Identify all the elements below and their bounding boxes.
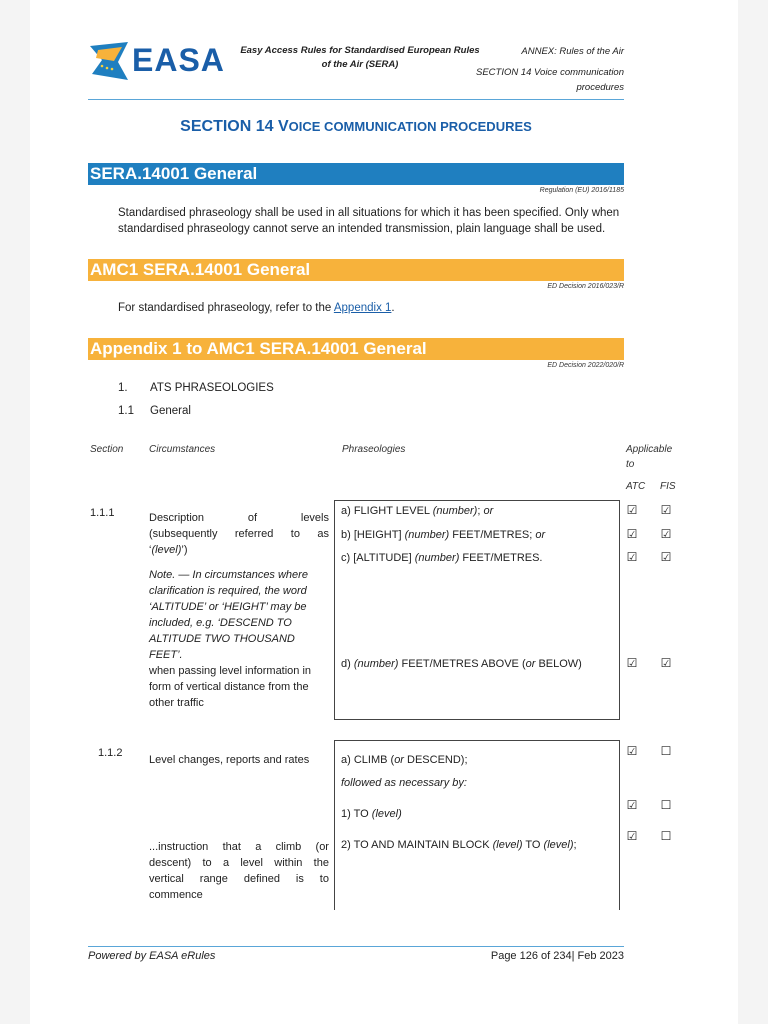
heading-appendix-1: Appendix 1 to AMC1 SERA.14001 General (88, 338, 624, 360)
atc-checkbox-checked: ☑ (626, 550, 638, 564)
amc1-decision-reference: ED Decision 2016/023/R (547, 283, 624, 290)
circ-line (149, 871, 329, 887)
row-section-number: 1.1.2 (98, 747, 123, 759)
fis-checkbox-checked: ☑ (660, 550, 672, 564)
circ-word: (subsequently (149, 528, 218, 540)
circumstance-passing-level (149, 663, 331, 711)
col-header-circumstances: Circumstances (149, 444, 216, 455)
fis-checkbox-checked: ☑ (660, 656, 672, 670)
footer-page-info: Page 126 of 234| Feb 2023 (490, 950, 624, 962)
appendix-1-link[interactable]: Appendix 1 (333, 302, 392, 314)
atc-checkbox-checked: ☑ (626, 503, 638, 517)
circ-word: of (247, 512, 258, 524)
col-header-fis: FIS (660, 481, 676, 492)
col-header-to: to (626, 459, 635, 470)
circ-word: within (274, 857, 303, 869)
amc1-text-pre: For standardised phraseology, refer to the (118, 302, 334, 314)
circumstance-line (149, 526, 329, 542)
list-item-num: 1. (118, 382, 128, 394)
fis-checkbox-unchecked: ☐ (660, 798, 672, 812)
circ-word: to (290, 528, 300, 540)
header-divider (88, 99, 624, 100)
note-line: clarification is required, the word (149, 585, 307, 597)
section-title (88, 118, 624, 136)
phraseology-d: d) (number) FEET/METRES ABOVE (or BELOW) (341, 658, 582, 670)
circ-word: (level) (151, 544, 182, 556)
document-title (240, 44, 480, 72)
circ2-line: other traffic (149, 697, 204, 709)
circ-word: descent) (149, 857, 192, 869)
phraseology-to-level: 1) TO (level) (341, 808, 402, 820)
note-line: ALTITUDE TWO THOUSAND FEET’. (149, 633, 295, 661)
circ-word: a (222, 857, 230, 869)
circ-word: levels (300, 512, 329, 524)
note-line: ‘ALTITUDE’ or ‘HEIGHT’ may be (149, 601, 307, 613)
fis-checkbox-checked: ☑ (660, 527, 672, 541)
sera-14001-text-line1: Standardised phraseology shall be used in all situations for which it has been specified. Only when (118, 207, 620, 219)
col-header-atc: ATC (626, 481, 646, 492)
heading-amc1: AMC1 SERA.14001 General (88, 259, 624, 281)
amc1-text-post: . (391, 302, 395, 314)
circ-word: to (319, 873, 329, 885)
phraseology-followed: followed as necessary by: (341, 777, 467, 789)
atc-checkbox-checked: ☑ (626, 527, 638, 541)
atc-checkbox-checked: ☑ (626, 656, 638, 670)
phraseology-box-top-border (334, 740, 620, 741)
appendix-decision-reference: ED Decision 2022/020/R (547, 362, 624, 369)
sera-14001-text-line2: standardised phraseology cannot serve an intended transmission, plain language shall be used. (118, 223, 606, 235)
regulation-reference: Regulation (EU) 2016/1185 (539, 187, 624, 194)
row-section-number: 1.1.1 (90, 507, 115, 519)
footer-divider (88, 946, 624, 947)
phraseology-a: a) FLIGHT LEVEL (number); or (341, 505, 494, 517)
easa-logo (88, 40, 225, 82)
circ-line (149, 855, 329, 871)
fis-checkbox-unchecked: ☐ (660, 829, 672, 843)
circ-word: level (240, 857, 263, 869)
header-section-line1: SECTION 14 Voice communication (475, 67, 624, 78)
circ-word: the (313, 857, 329, 869)
circ-word: ...instruction (149, 841, 209, 853)
col-header-section: Section (90, 444, 124, 455)
circ-word: climb (275, 841, 302, 853)
phraseology-c: c) [ALTITUDE] (number) FEET/METRES. (341, 552, 543, 564)
circ-word: Description (149, 512, 205, 524)
atc-checkbox-checked: ☑ (626, 829, 638, 843)
col-header-phraseologies: Phraseologies (342, 444, 406, 455)
note-line: Note. — In circumstances where (149, 569, 308, 581)
circumstance-note (149, 567, 329, 663)
logo-text: EASA (132, 42, 225, 78)
circ2-line: form of vertical distance from the (149, 681, 309, 693)
document-title-line2: of the Air (SERA) (321, 59, 399, 70)
circ-word: that (222, 841, 241, 853)
circ-line (149, 839, 329, 855)
list-item-label: General (150, 405, 191, 417)
circ-word: defined (243, 873, 280, 885)
list-item-label: ATS PHRASEOLOGIES (150, 382, 274, 394)
amc1-text (118, 300, 395, 316)
circ-word: as (317, 528, 329, 540)
circumstance-block-instruction (149, 839, 329, 903)
phraseology-box-left-border (334, 740, 335, 910)
circumstance-level-changes: Level changes, reports and rates (149, 754, 310, 766)
atc-checkbox-checked: ☑ (626, 798, 638, 812)
easa-logo-icon (88, 40, 130, 82)
fis-checkbox-checked: ☑ (660, 503, 672, 517)
sera-14001-text (118, 205, 624, 237)
phraseology-maintain-block: 2) TO AND MAINTAIN BLOCK (level) TO (level); (341, 839, 577, 851)
col-header-applicable: Applicable (626, 444, 673, 455)
footer-powered-by: Powered by EASA eRules (88, 950, 216, 962)
heading-sera-14001: SERA.14001 General (88, 163, 624, 185)
fis-checkbox-unchecked: ☐ (660, 744, 672, 758)
circ-word: to (202, 857, 212, 869)
phraseology-box-right-border (619, 740, 620, 910)
circ-word: vertical (149, 873, 184, 885)
header-section-info (470, 44, 624, 95)
section-title-main: SECTION 14 V (180, 118, 289, 135)
section-title-rest: OICE COMMUNICATION PROCEDURES (288, 119, 532, 134)
circumstance-line (149, 510, 329, 526)
circ-word: a (255, 841, 262, 853)
circ-word: (or (315, 841, 329, 853)
atc-checkbox-checked: ☑ (626, 744, 638, 758)
phraseology-b: b) [HEIGHT] (number) FEET/METRES; or (341, 529, 546, 541)
circ-word: referred (234, 528, 274, 540)
phraseology-climb: a) CLIMB (or DESCEND); (341, 754, 468, 766)
circ-word: range (199, 873, 228, 885)
circumstance-line: ‘(level)’) (149, 544, 188, 556)
circ-line: commence (149, 889, 203, 901)
circ2-line: when passing level information in (149, 665, 312, 677)
circumstance-description (149, 510, 329, 558)
note-line: included, e.g. ‘DESCEND TO (149, 617, 292, 629)
header-annex: ANNEX: Rules of the Air (521, 46, 624, 57)
header-section-line2: procedures (576, 82, 624, 93)
list-item-num: 1.1 (118, 405, 134, 417)
document-title-line1: Easy Access Rules for Standardised European Rules (240, 45, 480, 56)
circ-word: is (295, 873, 304, 885)
